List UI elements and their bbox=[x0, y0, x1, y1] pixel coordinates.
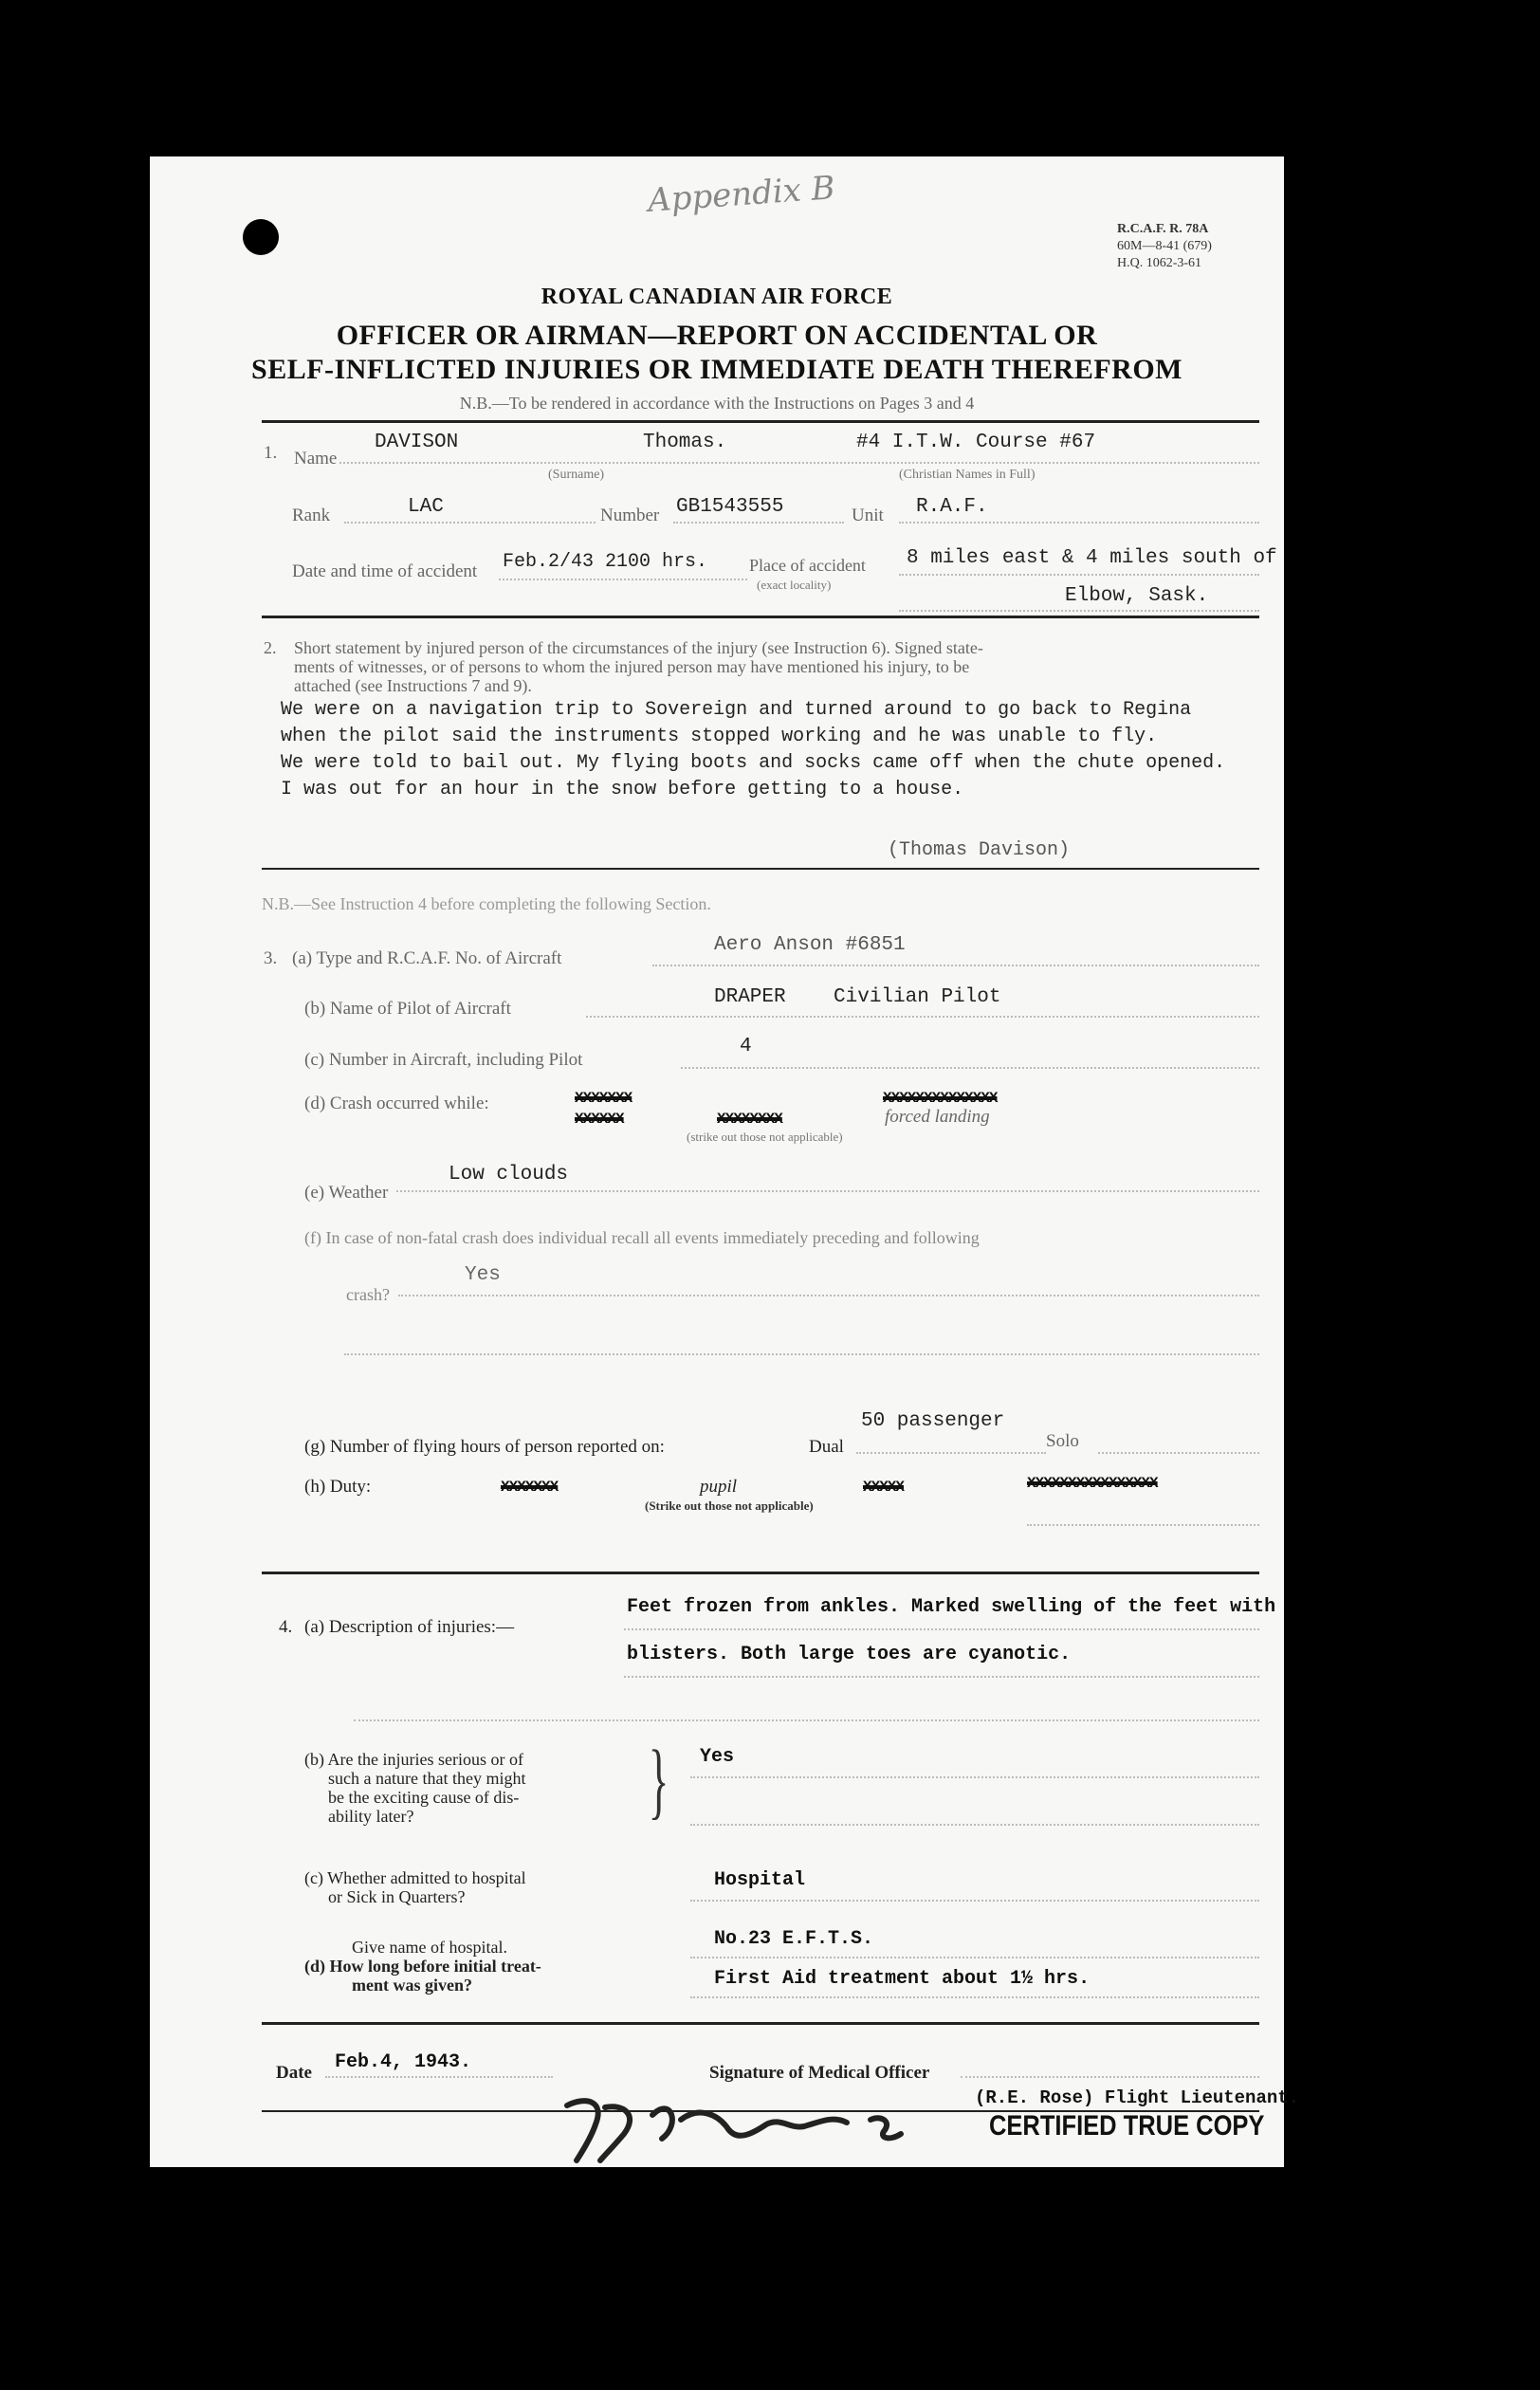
statement-line3: We were told to bail out. My flying boots and socks came off when the chute opened. bbox=[281, 752, 1226, 774]
weather-line bbox=[396, 1190, 1259, 1192]
statement-line1: We were on a navigation trip to Sovereign and turned around to go back to Regina bbox=[281, 699, 1192, 721]
form-page bbox=[150, 156, 1300, 2167]
injuries-description-line2: blisters. Both large toes are cyanotic. bbox=[627, 1644, 1072, 1665]
signature-line bbox=[961, 2076, 1259, 2078]
s2-number: 2. bbox=[264, 638, 277, 657]
nb-note: N.B.—To be rendered in accordance with the Instructions on Pages 3 and 4 bbox=[459, 394, 975, 413]
hospital-name-value: No.23 E.F.T.S. bbox=[714, 1928, 874, 1950]
crash-option-struck-4: XXXXXXXXXXXXXX bbox=[883, 1090, 998, 1107]
treatment-time-value: First Aid treatment about 1½ hrs. bbox=[714, 1968, 1091, 1990]
recall-line1 bbox=[398, 1295, 1259, 1296]
christian-names-value: Thomas. bbox=[643, 432, 727, 453]
title-line2: SELF-INFLICTED INJURIES OR IMMEDIATE DEATH THEREFROM bbox=[251, 354, 1182, 385]
duty-line bbox=[1027, 1524, 1259, 1526]
serious-injuries-label-2: such a nature that they might bbox=[328, 1769, 526, 1788]
rule-section3 bbox=[262, 1572, 1259, 1574]
hospital-admitted-label-1: (c) Whether admitted to hospital bbox=[304, 1868, 526, 1887]
place-label: Place of accident bbox=[749, 556, 866, 575]
unit-value: R.A.F. bbox=[916, 496, 988, 518]
aircraft-type-label: (a) Type and R.C.A.F. No. of Aircraft bbox=[292, 948, 562, 968]
datetime-line bbox=[499, 579, 747, 580]
service-number-value: GB1543555 bbox=[676, 496, 784, 518]
injuries-line1 bbox=[624, 1628, 1259, 1630]
s4-number: 4. bbox=[279, 1617, 293, 1637]
serious-injuries-label-3: be the exciting cause of dis- bbox=[328, 1788, 520, 1807]
hospital-admitted-value: Hospital bbox=[714, 1869, 806, 1891]
place-value-line1: 8 miles east & 4 miles south of bbox=[907, 547, 1277, 569]
christian-caption: (Christian Names in Full) bbox=[899, 468, 1036, 482]
rule-section2 bbox=[262, 868, 1259, 870]
form-code-line3: H.Q. 1062-3-61 bbox=[1117, 256, 1202, 270]
form-code-line1: R.C.A.F. R. 78A bbox=[1117, 222, 1209, 236]
number-label: Number bbox=[600, 506, 660, 525]
medical-officer-name: (R.E. Rose) Flight Lieutenant. bbox=[975, 2087, 1300, 2108]
pilot-name-value: DRAPER Civilian Pilot bbox=[714, 986, 1001, 1008]
flying-hours-label: (g) Number of flying hours of person reported on: bbox=[304, 1437, 665, 1457]
duty-struck-3: XXXXXXXXXXXXXXXX bbox=[1027, 1475, 1158, 1492]
serious-line1 bbox=[690, 1776, 1259, 1778]
handwritten-signature bbox=[548, 2087, 946, 2167]
datetime-label: Date and time of accident bbox=[292, 561, 478, 581]
crash-occurred-label: (d) Crash occurred while: bbox=[304, 1094, 489, 1113]
hospital-admitted-label-2: or Sick in Quarters? bbox=[328, 1887, 466, 1906]
surname-caption: (Surname) bbox=[548, 468, 605, 482]
place-caption: (exact locality) bbox=[757, 578, 832, 592]
nb2-note: N.B.—See Instruction 4 before completing the following Section. bbox=[262, 894, 711, 913]
rule-section4 bbox=[262, 2022, 1259, 2025]
duty-struck-1: XXXXXXX bbox=[501, 1479, 559, 1496]
hospital-name-label: Give name of hospital. bbox=[352, 1938, 507, 1957]
surname-value: DAVISON bbox=[375, 432, 459, 453]
rank-value: LAC bbox=[408, 496, 444, 518]
flying-hours-solo-line bbox=[1098, 1452, 1259, 1454]
date-line bbox=[325, 2076, 553, 2078]
flying-hours-dual-label: Dual bbox=[809, 1437, 844, 1457]
date-value: Feb.4, 1943. bbox=[335, 2051, 472, 2073]
serious-line2 bbox=[690, 1824, 1259, 1826]
crash-option-struck-3: XXXXXXXX bbox=[717, 1111, 782, 1128]
datetime-value: Feb.2/43 2100 hrs. bbox=[503, 551, 708, 573]
form-code-line2: 60M—8-41 (679) bbox=[1117, 239, 1212, 253]
punch-hole bbox=[243, 219, 279, 255]
statement-line2: when the pilot said the instruments stopped working and he was unable to fly. bbox=[281, 726, 1158, 747]
pilot-name-line bbox=[586, 1016, 1259, 1018]
pilot-name-label: (b) Name of Pilot of Aircraft bbox=[304, 999, 511, 1019]
s2-instructions-line1: Short statement by injured person of the circumstances of the injury (see Instruction 6). Signed state- bbox=[294, 638, 983, 657]
rank-label: Rank bbox=[292, 506, 331, 525]
recall-label: (f) In case of non-fatal crash does individual recall all events immediately preceding and following bbox=[304, 1228, 980, 1247]
treatment-time-label-2: ment was given? bbox=[352, 1976, 472, 1995]
injuries-description-label: (a) Description of injuries:— bbox=[304, 1617, 515, 1637]
form-code bbox=[1117, 221, 1212, 272]
s2-instructions-line2: ments of witnesses, or of persons to whom the injured person may have mentioned his injury, to be bbox=[294, 657, 970, 676]
appendix-annotation: Appendix B bbox=[646, 169, 836, 220]
number-in-aircraft-value: 4 bbox=[740, 1036, 752, 1057]
certified-true-copy: CERTIFIED TRUE COPY bbox=[989, 2110, 1265, 2142]
unit-label: Unit bbox=[852, 506, 884, 525]
duty-struck-2: XXXXX bbox=[863, 1479, 905, 1496]
crash-option-forced-landing: forced landing bbox=[885, 1107, 990, 1127]
serious-injuries-label-1: (b) Are the injuries serious or of bbox=[304, 1750, 523, 1769]
unit-course-value: #4 I.T.W. Course #67 bbox=[856, 432, 1096, 453]
statement-line4: I was out for an hour in the snow before getting to a house. bbox=[281, 779, 964, 800]
weather-value: Low clouds bbox=[449, 1164, 569, 1186]
medical-officer-signature-label: Signature of Medical Officer bbox=[709, 2063, 930, 2083]
s1-number: 1. bbox=[264, 443, 278, 463]
recall-value: Yes bbox=[465, 1264, 501, 1286]
recall-label-crash: crash? bbox=[346, 1285, 390, 1304]
title-line1: OFFICER OR AIRMAN—REPORT ON ACCIDENTAL OR bbox=[336, 320, 1098, 351]
name-line bbox=[339, 462, 1259, 464]
serious-injuries-value: Yes bbox=[700, 1746, 735, 1768]
duty-label: (h) Duty: bbox=[304, 1477, 372, 1497]
statement-signature: (Thomas Davison) bbox=[888, 839, 1071, 861]
unit-line bbox=[899, 522, 1259, 524]
flying-hours-dual-value: 50 passenger bbox=[861, 1410, 1005, 1432]
recall-line2 bbox=[344, 1353, 1259, 1355]
place-line1 bbox=[899, 574, 1259, 576]
crash-strike-caption: (strike out those not applicable) bbox=[687, 1130, 843, 1144]
treatment-time-line bbox=[690, 1996, 1259, 1998]
duty-pupil: pupil bbox=[700, 1477, 738, 1497]
injuries-line3 bbox=[354, 1719, 1259, 1721]
crash-option-struck-1: XXXXXXX bbox=[575, 1090, 632, 1107]
hospital-admitted-line bbox=[690, 1900, 1259, 1902]
number-in-aircraft-label: (c) Number in Aircraft, including Pilot bbox=[304, 1050, 583, 1070]
flying-hours-dual-line bbox=[856, 1452, 1046, 1454]
rank-line bbox=[344, 522, 596, 524]
date-label: Date bbox=[276, 2063, 312, 2083]
treatment-time-label-1: (d) How long before initial treat- bbox=[304, 1957, 541, 1976]
s3-number: 3. bbox=[264, 948, 278, 968]
injuries-description-line1: Feet frozen from ankles. Marked swelling of the feet with bbox=[627, 1596, 1276, 1618]
number-line bbox=[673, 522, 844, 524]
rule-section1 bbox=[262, 616, 1259, 618]
serious-injuries-brace: } bbox=[648, 1734, 669, 1828]
place-line2 bbox=[899, 610, 1259, 612]
number-in-aircraft-line bbox=[681, 1067, 1259, 1069]
injuries-line2 bbox=[624, 1676, 1259, 1678]
hospital-name-line bbox=[690, 1957, 1259, 1958]
place-value-line2: Elbow, Sask. bbox=[1065, 585, 1209, 607]
aircraft-type-value: Aero Anson #6851 bbox=[714, 934, 906, 956]
org-heading: ROYAL CANADIAN AIR FORCE bbox=[541, 285, 893, 309]
flying-hours-solo-label: Solo bbox=[1046, 1431, 1079, 1451]
rule-top bbox=[262, 420, 1259, 423]
duty-strike-caption: (Strike out those not applicable) bbox=[645, 1498, 814, 1513]
serious-injuries-label-4: ability later? bbox=[328, 1807, 414, 1826]
aircraft-type-line bbox=[652, 965, 1259, 966]
crash-option-struck-2: XXXXXX bbox=[575, 1111, 624, 1128]
name-label: Name bbox=[294, 449, 338, 469]
weather-label: (e) Weather bbox=[304, 1183, 389, 1203]
s2-instructions-line3: attached (see Instructions 7 and 9). bbox=[294, 676, 532, 695]
